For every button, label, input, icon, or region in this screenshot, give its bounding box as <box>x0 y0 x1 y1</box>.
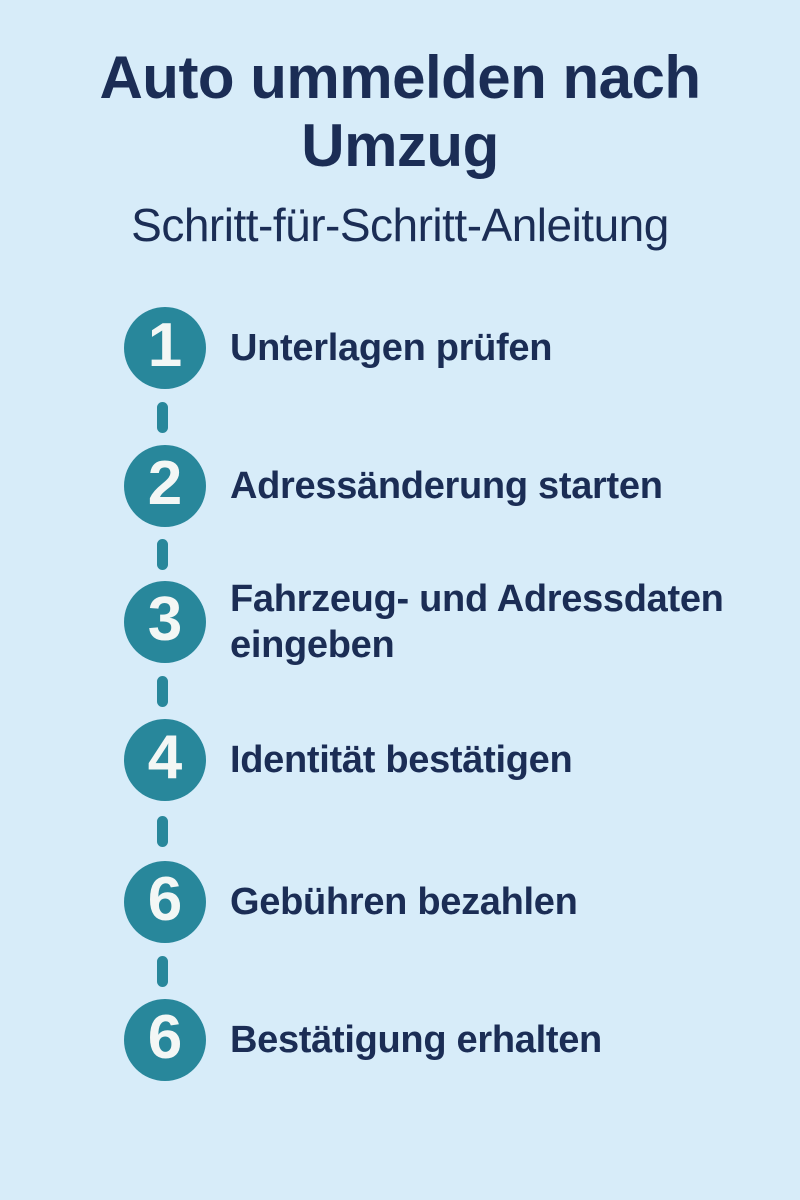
step-3-number: 3 <box>147 585 183 654</box>
step-4-label: Identität bestätigen <box>230 738 573 781</box>
step-row-5 <box>124 861 578 943</box>
step-3-circle <box>124 581 206 663</box>
step-row-2 <box>124 445 663 527</box>
connector-dash-4 <box>157 816 168 847</box>
step-4-number: 4 <box>147 723 183 792</box>
step-1-label: Unterlagen prüfen <box>230 326 553 369</box>
step-2-label: Adressänderung starten <box>230 464 663 507</box>
step-5-circle <box>124 861 206 943</box>
connector-dash-5 <box>157 956 168 987</box>
step-row-3 <box>124 577 750 666</box>
step-2-number: 2 <box>147 449 183 518</box>
step-5-label: Gebühren bezahlen <box>230 880 578 923</box>
step-1-circle <box>124 307 206 389</box>
step-3-label: Fahrzeug- und Adressdaten eingeben <box>230 577 724 666</box>
page-subtitle: Schritt-für-Schritt-Anleitung <box>131 199 669 251</box>
connector-dash-1 <box>157 402 168 433</box>
page-title <box>0 44 800 181</box>
step-row-1 <box>124 307 552 389</box>
step-2-circle <box>124 445 206 527</box>
step-6-circle <box>124 999 206 1081</box>
page-title-text: Auto ummelden nach Umzug <box>99 44 701 180</box>
step-row-6 <box>124 999 602 1081</box>
step-6-number: 6 <box>147 1003 183 1072</box>
connector-dash-2 <box>157 539 168 570</box>
step-4-circle <box>124 719 206 801</box>
step-5-number: 6 <box>147 865 183 934</box>
step-6-label: Bestätigung erhalten <box>230 1018 602 1061</box>
step-1-number: 1 <box>147 311 183 380</box>
step-row-4 <box>124 719 572 801</box>
connector-dash-3 <box>157 676 168 707</box>
